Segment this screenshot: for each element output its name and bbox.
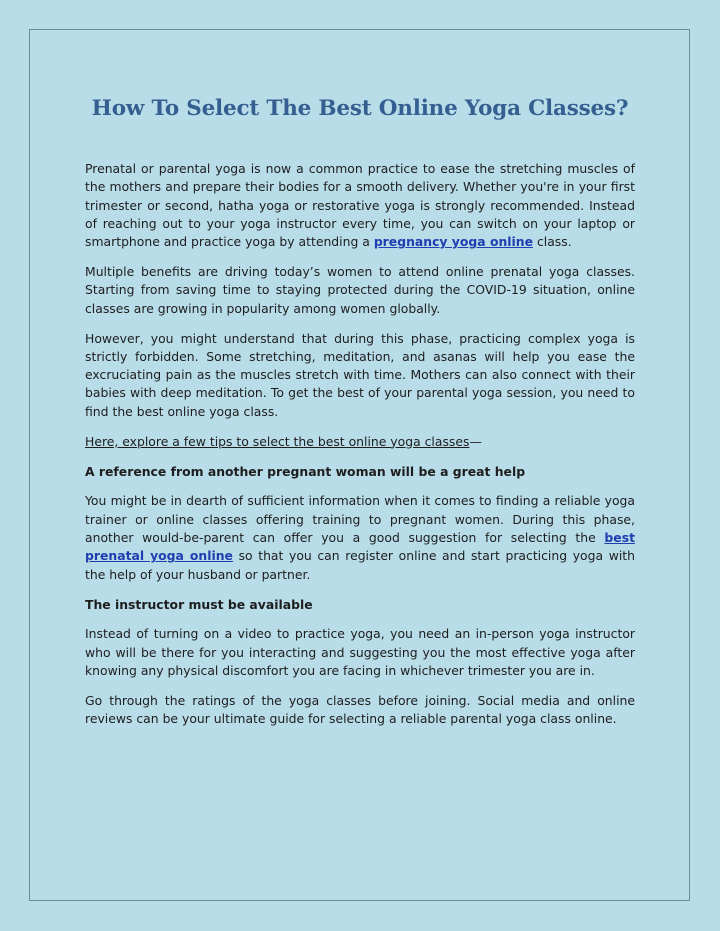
- paragraph-intro-text: Prenatal or parental yoga is now a common practice to ease the stretching muscles of the mothers and prepare their bodies for a smooth delivery. Whether you're in your first trimester or second, hatha yoga or restorative yoga is strongly recommended. Instead of reaching out to your yoga instructor every time, you can switch on your laptop or smartphone and practice yoga by attending a: [85, 161, 635, 250]
- paragraph-reference: [85, 492, 635, 583]
- best-prenatal-yoga-online-link[interactable]: best prenatal yoga online: [85, 530, 635, 564]
- paragraph-reference-tail: so that you can register online and start practicing yoga with the help of your husband or partner.: [85, 548, 635, 582]
- section-heading-reference: A reference from another pregnant woman will be a great help: [85, 463, 526, 479]
- paragraph-phase: However, you might understand that during this phase, practicing complex yoga is strictly forbidden. Some stretching, meditation, and asanas will help you ease the excruciating pain as the muscles stretch with time. Mothers can also connect with their babies with deep meditation. To get the best of your parental yoga session, you need to find the best online yoga class.: [85, 330, 635, 419]
- tips-intro-underlined: Here, explore a few tips to select the best online yoga classes: [85, 433, 470, 449]
- section-heading-instructor: The instructor must be available: [85, 596, 313, 612]
- paragraph-benefits: Multiple benefits are driving today’s women to attend online prenatal yoga classes. Starting from saving time to staying protected during the COVID-19 situation, online classes are growing in popularity among women globally.: [85, 264, 635, 316]
- tips-intro-dash: —: [469, 433, 482, 449]
- paragraph-instructor: Instead of turning on a video to practice yoga, you need an in-person yoga instructor who will be there for you interacting and suggesting you the most effective yoga after knowing any physical discomfort you are facing in whichever trimester you are in.: [85, 626, 635, 678]
- paragraph-intro-tail: class.: [533, 234, 572, 250]
- document-body: [85, 160, 635, 740]
- paragraph-ratings: Go through the ratings of the yoga classes before joining. Social media and online reviews can be your ultimate guide for selecting a reliable parental yoga class online.: [85, 692, 635, 727]
- document-title: How To Select The Best Online Yoga Classes?: [91, 96, 629, 121]
- paragraph-intro: [85, 160, 635, 251]
- pregnancy-yoga-online-link[interactable]: pregnancy yoga online: [373, 234, 533, 250]
- tips-intro: [85, 433, 635, 451]
- paragraph-reference-text: You might be in dearth of sufficient information when it comes to finding a reliable yoga trainer or online classes offering training to pregnant women. During this phase, another would-be-parent can offer you a good suggestion for selecting the: [85, 493, 635, 546]
